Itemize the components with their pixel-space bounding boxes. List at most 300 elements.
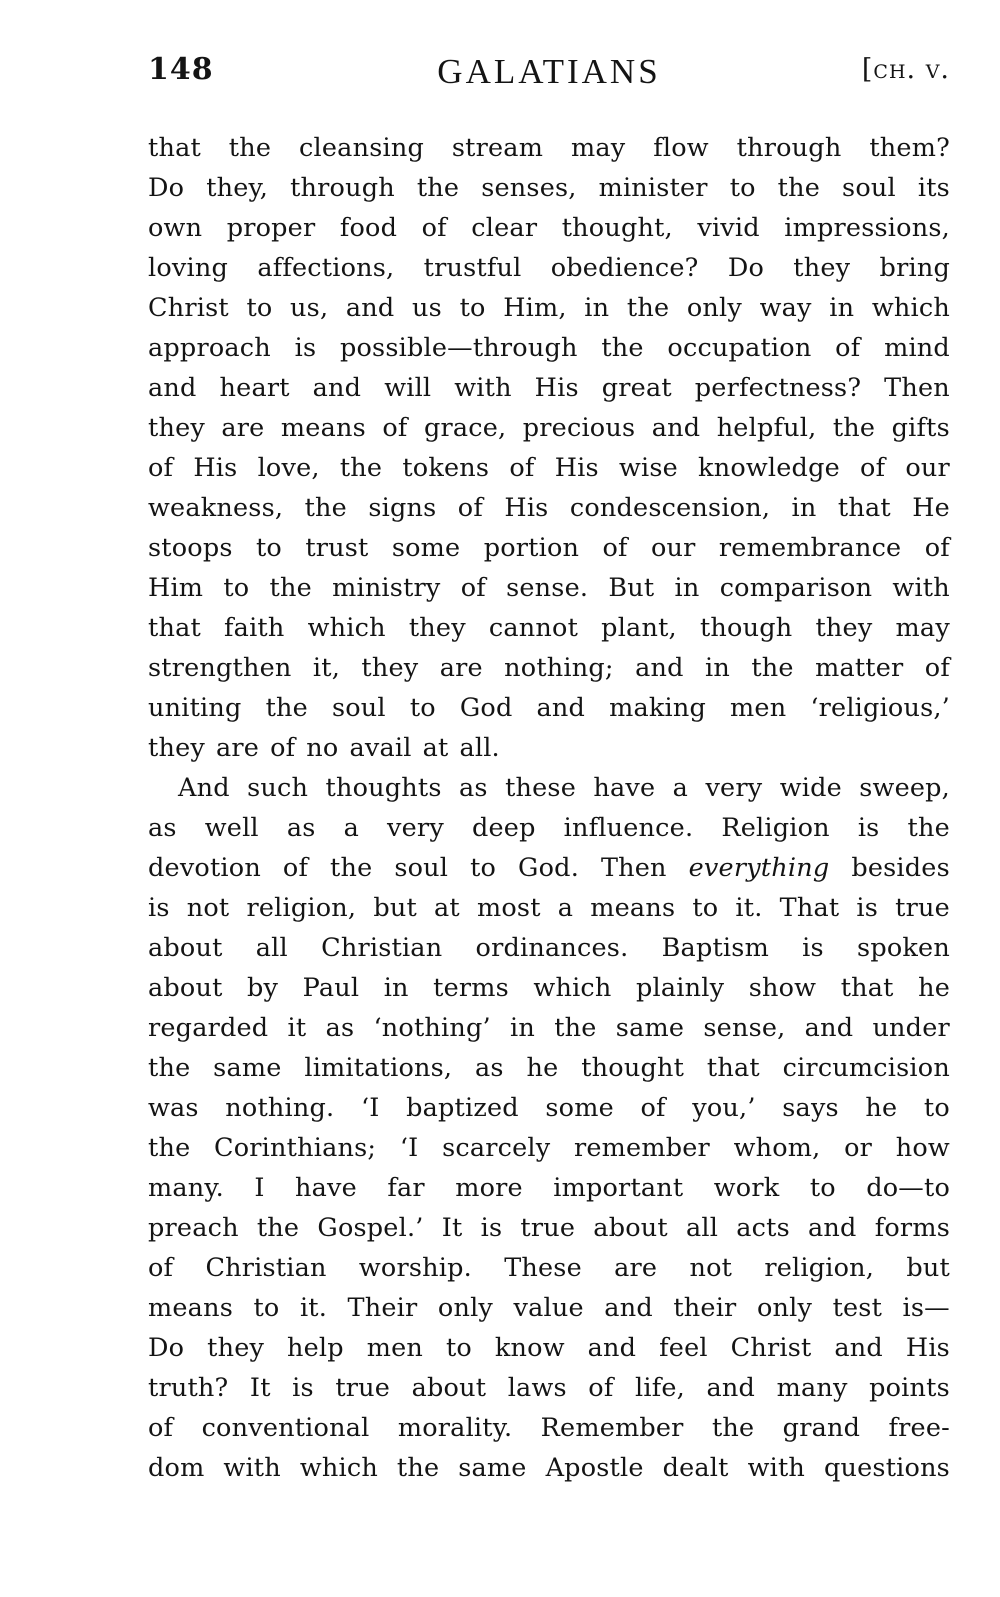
word: Then	[884, 373, 950, 403]
word: they	[408, 613, 466, 643]
word: to	[223, 573, 250, 603]
word: ‘nothing’	[373, 1013, 491, 1043]
word: points	[869, 1373, 950, 1403]
word: conventional	[201, 1413, 370, 1443]
word: many.	[148, 1173, 224, 1203]
word: of	[460, 573, 486, 603]
word: nothing.	[225, 1093, 335, 1123]
word: they	[207, 1333, 265, 1363]
word: to	[445, 1333, 472, 1363]
word: Then	[600, 853, 667, 883]
word: proper	[226, 213, 316, 243]
word: and	[604, 1293, 653, 1323]
word: and	[834, 1333, 883, 1363]
word: he	[865, 1093, 898, 1123]
word: approach	[148, 333, 271, 363]
word: to	[470, 853, 497, 883]
word: I	[254, 1173, 265, 1203]
word: true	[335, 1373, 391, 1403]
word: no	[306, 733, 339, 763]
word: of	[602, 533, 628, 563]
word: the	[339, 453, 383, 483]
word: stream	[451, 133, 544, 163]
word: us	[412, 293, 442, 323]
word: not	[689, 1253, 733, 1283]
word: the	[396, 1453, 440, 1483]
word: of	[924, 533, 950, 563]
word: thought	[581, 1053, 685, 1083]
word: remember	[574, 1133, 710, 1163]
running-head	[148, 52, 950, 100]
word: perfectness?	[694, 373, 862, 403]
word: their	[673, 1293, 737, 1323]
word: the	[256, 1213, 300, 1243]
word: of	[148, 1413, 174, 1443]
word: is	[292, 1373, 314, 1403]
word: means	[148, 1293, 233, 1323]
word: under	[872, 1013, 950, 1043]
word: heart	[219, 373, 290, 403]
word: was	[148, 1093, 199, 1123]
word: the	[330, 853, 373, 883]
word: faith	[224, 613, 285, 643]
word: of	[148, 1253, 174, 1283]
page-number: 148	[148, 52, 214, 87]
word: our	[651, 533, 696, 563]
word: wise	[618, 453, 678, 483]
word: they	[815, 613, 873, 643]
word: His	[534, 373, 579, 403]
word: about	[148, 933, 223, 963]
word: sense,	[703, 1013, 786, 1043]
word: of	[421, 213, 447, 243]
word: that	[148, 613, 201, 643]
word: that	[706, 1053, 760, 1083]
word: besides	[851, 853, 950, 883]
word: means	[590, 893, 676, 923]
word: trust	[305, 533, 369, 563]
word: about	[411, 1373, 487, 1403]
word: matter	[815, 653, 904, 683]
text-line	[148, 1408, 950, 1448]
word: at	[422, 733, 449, 763]
word: and	[651, 413, 701, 443]
word: loving	[148, 253, 229, 283]
word: scarcely	[442, 1133, 551, 1163]
word: which	[871, 293, 950, 323]
word: affections,	[257, 253, 395, 283]
text-line	[148, 568, 950, 608]
word: trustful	[423, 253, 522, 283]
text-line	[148, 1248, 950, 1288]
text-line-paragraph-end	[148, 728, 950, 768]
word: to	[409, 693, 436, 723]
word: possible—through	[339, 333, 578, 363]
word: religion,	[246, 893, 357, 923]
word: only	[756, 1293, 813, 1323]
word: are	[439, 653, 483, 683]
word: And	[178, 773, 230, 803]
word: Paul	[302, 973, 360, 1003]
text-line	[148, 1128, 950, 1168]
word: you,’	[692, 1093, 756, 1123]
word: to	[246, 293, 273, 323]
word: in	[383, 973, 409, 1003]
text-line-paragraph-start	[148, 768, 950, 808]
word: work	[713, 1173, 780, 1203]
word: ‘religious,’	[810, 693, 950, 723]
word: vivid	[697, 213, 760, 243]
word: means	[280, 413, 366, 443]
word: truth?	[148, 1373, 229, 1403]
word: Christian	[205, 1253, 327, 1283]
word: in	[674, 573, 700, 603]
word: the	[265, 693, 308, 723]
word: deep	[471, 813, 536, 843]
word: about	[148, 973, 223, 1003]
word: to	[692, 893, 719, 923]
text-line	[148, 328, 950, 368]
word: avail	[349, 733, 412, 763]
word: not	[186, 893, 230, 923]
word: about	[593, 1213, 668, 1243]
text-line	[148, 1048, 950, 1088]
text-line	[148, 848, 950, 888]
word: His	[554, 453, 599, 483]
word: through	[290, 173, 395, 203]
word: of	[924, 653, 950, 683]
word: of	[457, 493, 483, 523]
word: feel	[659, 1333, 708, 1363]
word: ministry	[332, 573, 441, 603]
word: may	[895, 613, 950, 643]
word: its	[917, 173, 950, 203]
word: and	[536, 693, 586, 723]
text-line	[148, 448, 950, 488]
word: bring	[879, 253, 950, 283]
word: important	[553, 1173, 684, 1203]
word: spoken	[857, 933, 950, 963]
word: life,	[635, 1373, 685, 1403]
word: Do	[148, 173, 185, 203]
word: precious	[522, 413, 636, 443]
word: to	[809, 1173, 836, 1203]
word: and	[808, 1213, 857, 1243]
word: weakness,	[148, 493, 284, 523]
text-line	[148, 1368, 950, 1408]
word: as	[459, 773, 488, 803]
word: Their	[347, 1293, 418, 1323]
word: These	[504, 1253, 582, 1283]
word: is	[857, 813, 880, 843]
word: flow	[653, 133, 709, 163]
word: these	[505, 773, 577, 803]
text-line	[148, 368, 950, 408]
word: questions	[823, 1453, 950, 1483]
word: strengthen	[148, 653, 292, 683]
word: men	[366, 1333, 424, 1363]
book-page	[148, 52, 950, 1488]
word: how	[895, 1133, 950, 1163]
word: great	[601, 373, 672, 403]
word: religion,	[764, 1253, 875, 1283]
word: way	[759, 293, 812, 323]
word: to	[459, 293, 486, 323]
word: God.	[518, 853, 579, 883]
word: but	[906, 1253, 950, 1283]
word: a	[343, 813, 359, 843]
word: gifts	[891, 413, 950, 443]
word: It	[441, 1213, 463, 1243]
text-line	[148, 1288, 950, 1328]
word: at	[434, 893, 460, 923]
word: God	[459, 693, 513, 723]
word: and	[635, 653, 684, 683]
word: plant,	[601, 613, 677, 643]
word: Gospel.’	[317, 1213, 424, 1243]
word: many	[776, 1373, 848, 1403]
word: the	[907, 813, 950, 843]
word: though	[699, 613, 793, 643]
word: is—	[902, 1293, 950, 1323]
word: sense.	[506, 573, 589, 603]
word: preach	[148, 1213, 239, 1243]
word: senses,	[481, 173, 577, 203]
word: test	[832, 1293, 883, 1323]
word: that	[840, 973, 894, 1003]
word: regarded	[148, 1013, 269, 1043]
word: stoops	[148, 533, 233, 563]
word: to	[253, 1293, 280, 1323]
word: cleansing	[299, 133, 424, 163]
word: Remember	[540, 1413, 684, 1443]
word: and	[345, 293, 395, 323]
word: it.	[735, 893, 763, 923]
word: true	[520, 1213, 576, 1243]
word: in	[510, 1013, 536, 1043]
word: devotion	[148, 853, 261, 883]
word: circumcision	[782, 1053, 950, 1083]
text-line	[148, 248, 950, 288]
word: tokens	[402, 453, 490, 483]
word: obedience?	[550, 253, 699, 283]
word: and	[804, 1013, 854, 1043]
word: help	[287, 1333, 344, 1363]
word: condescension,	[569, 493, 771, 523]
word: the	[751, 653, 794, 683]
word: dom	[148, 1453, 205, 1483]
word: which	[299, 1453, 378, 1483]
word: which	[307, 613, 386, 643]
word: it	[287, 1013, 307, 1043]
word: they	[793, 253, 851, 283]
word: love,	[257, 453, 320, 483]
word: through	[736, 133, 842, 163]
word: is	[294, 333, 317, 363]
word: of	[509, 453, 535, 483]
word: remembrance	[718, 533, 902, 563]
text-line	[148, 608, 950, 648]
word: is	[802, 933, 824, 963]
word: which	[533, 973, 612, 1003]
word: Christ	[730, 1333, 812, 1363]
word: His	[504, 493, 549, 523]
word: of	[282, 853, 309, 883]
word: terms	[433, 973, 509, 1003]
word: That	[779, 893, 840, 923]
word: Christian	[321, 933, 443, 963]
word: Baptism	[661, 933, 769, 963]
word: the	[228, 133, 272, 163]
running-title: GALATIANS	[437, 52, 661, 91]
word: food	[339, 213, 398, 243]
text-line	[148, 1448, 950, 1488]
word: is	[856, 893, 879, 923]
text-line	[148, 888, 950, 928]
word: and	[587, 1333, 637, 1363]
word: men	[730, 693, 787, 723]
word: the	[711, 1413, 755, 1443]
word: sweep,	[859, 773, 950, 803]
word: by	[247, 973, 279, 1003]
word: own	[148, 213, 203, 243]
word: soul	[331, 693, 386, 723]
word: thoughts	[325, 773, 442, 803]
word: of	[835, 333, 861, 363]
word: soul	[842, 173, 896, 203]
word: of	[270, 733, 296, 763]
word: to	[729, 173, 756, 203]
word: Christ	[148, 293, 229, 323]
word: making	[609, 693, 707, 723]
word: our	[905, 453, 950, 483]
word: soul	[394, 853, 449, 883]
text-line	[148, 808, 950, 848]
word: may	[570, 133, 626, 163]
word: are	[614, 1253, 658, 1283]
word: are	[221, 413, 265, 443]
word: with	[223, 1453, 281, 1483]
word: wide	[779, 773, 842, 803]
word: comparison	[719, 573, 873, 603]
word: in	[704, 653, 730, 683]
word: well	[204, 813, 259, 843]
body-text	[148, 128, 950, 1488]
word: they	[361, 653, 419, 683]
word: Do	[727, 253, 765, 283]
text-line	[148, 1088, 950, 1128]
word: Him	[148, 573, 204, 603]
word: it.	[299, 1293, 328, 1323]
word: value	[513, 1293, 584, 1323]
word: and	[706, 1373, 756, 1403]
text-line	[148, 688, 950, 728]
text-line	[148, 648, 950, 688]
word: Do	[148, 1333, 185, 1363]
word: acts	[736, 1213, 790, 1243]
word: some	[545, 1093, 614, 1123]
text-line	[148, 208, 950, 248]
word: His	[905, 1333, 950, 1363]
word: of	[860, 453, 886, 483]
word: as	[286, 813, 316, 843]
word: portion	[483, 533, 580, 563]
word: uniting	[148, 693, 242, 723]
word: of	[148, 453, 174, 483]
chapter-reference: [ch. v.	[861, 54, 950, 85]
word: they	[148, 413, 205, 443]
word: signs	[368, 493, 437, 523]
word: impressions,	[784, 213, 950, 243]
word: most	[476, 893, 541, 923]
word: the	[832, 413, 876, 443]
word: of	[588, 1373, 614, 1403]
word: the	[148, 1133, 191, 1163]
word: grand	[782, 1413, 861, 1443]
word: or	[844, 1133, 873, 1163]
word: very	[387, 813, 444, 843]
word: but	[373, 893, 417, 923]
word: ‘I	[360, 1093, 380, 1123]
word: as	[148, 813, 177, 843]
word: true	[895, 893, 950, 923]
text-line	[148, 1328, 950, 1368]
word: them?	[869, 133, 950, 163]
word: that	[837, 493, 891, 523]
word: clear	[471, 213, 538, 243]
word: with	[454, 373, 512, 403]
word: the	[269, 573, 312, 603]
text-line	[148, 488, 950, 528]
word: only	[686, 293, 742, 323]
word: do—to	[866, 1173, 950, 1203]
text-line	[148, 168, 950, 208]
word: But	[608, 573, 655, 603]
word: ‘I	[399, 1133, 419, 1163]
word: is	[480, 1213, 503, 1243]
word: free-	[888, 1413, 950, 1443]
word: Him,	[503, 293, 567, 323]
word: such	[247, 773, 309, 803]
word: have	[295, 1173, 357, 1203]
text-line	[148, 1008, 950, 1048]
word: a	[672, 773, 689, 803]
word: Corinthians;	[214, 1133, 377, 1163]
word: It	[249, 1373, 271, 1403]
word: that	[148, 133, 201, 163]
word: he	[526, 1053, 559, 1083]
word: baptized	[406, 1093, 519, 1123]
word: Religion	[721, 813, 830, 843]
word: knowledge	[698, 453, 840, 483]
word: same	[458, 1453, 527, 1483]
word: some	[391, 533, 461, 563]
word: it,	[312, 653, 341, 683]
word: in	[791, 493, 817, 523]
word: the	[626, 293, 670, 323]
word: same	[615, 1013, 685, 1043]
word: are	[215, 733, 260, 763]
word: only	[437, 1293, 494, 1323]
word: everything	[688, 853, 830, 883]
word: His	[193, 453, 238, 483]
text-line	[148, 408, 950, 448]
word: the	[554, 1013, 597, 1043]
word: of	[640, 1093, 666, 1123]
word: helpful,	[716, 413, 817, 443]
word: is	[148, 893, 170, 923]
word: they,	[206, 173, 269, 203]
